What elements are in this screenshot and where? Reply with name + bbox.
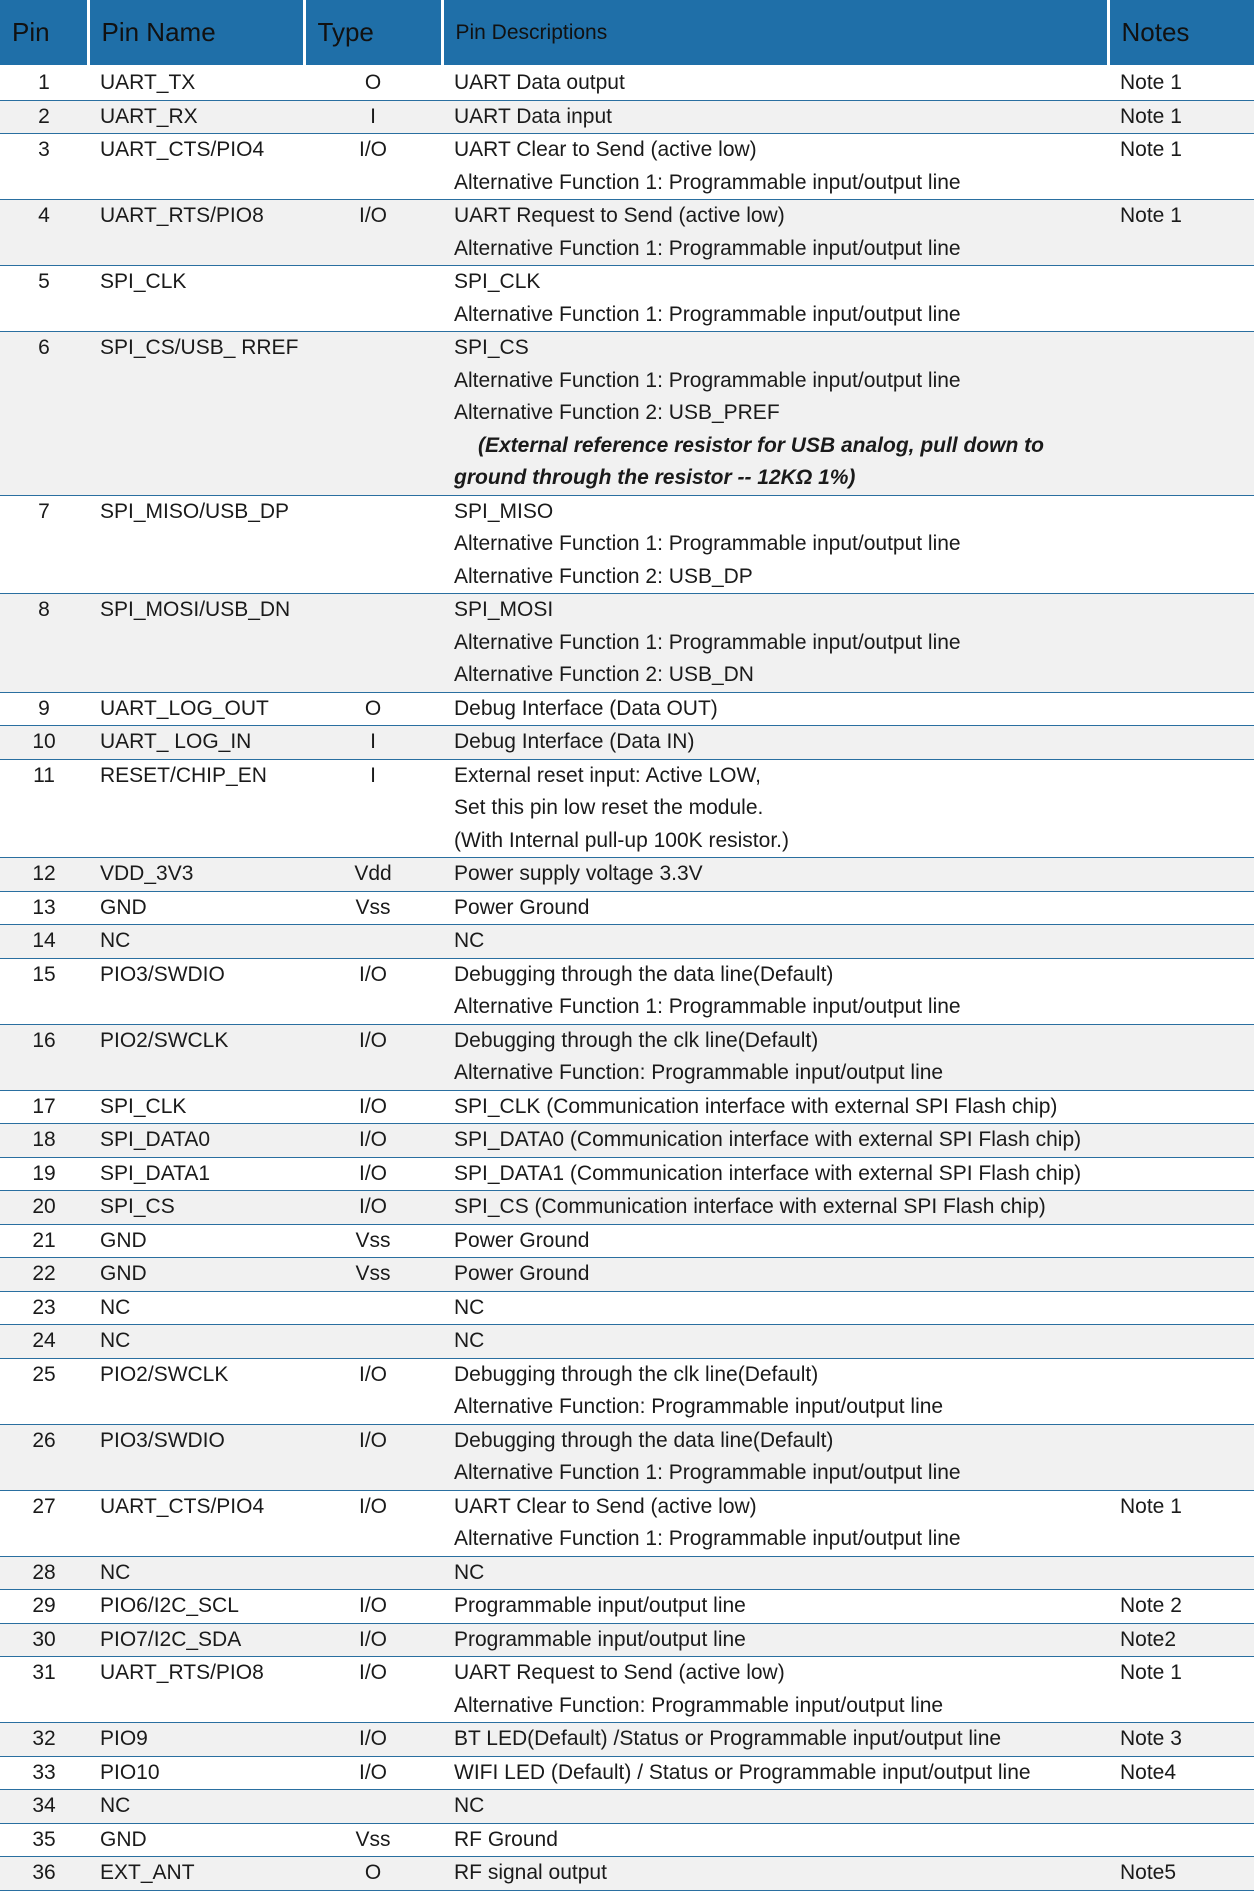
description-line: NC: [454, 1794, 485, 1817]
pin-description-cell: [442, 1224, 1108, 1258]
description-line: External reset input: Active LOW,: [454, 763, 761, 787]
pin-number-cell: 28: [0, 1556, 88, 1590]
pin-name-cell: SPI_CLK: [88, 1090, 304, 1124]
pin-type-cell: I: [304, 726, 442, 760]
header-pin: Pin: [0, 0, 88, 66]
pin-note-cell: [1108, 1424, 1254, 1490]
pin-number-cell: 19: [0, 1157, 88, 1191]
pin-name-cell: UART_CTS/PIO4: [88, 1490, 304, 1556]
pin-name-cell: SPI_DATA1: [88, 1157, 304, 1191]
pin-number-cell: 1: [0, 66, 88, 100]
description-line: Power Ground: [454, 1228, 590, 1252]
pin-number-cell: 24: [0, 1325, 88, 1359]
pin-note-cell: [1108, 1823, 1254, 1857]
pin-note-cell: [1108, 1124, 1254, 1158]
pin-description-cell: [442, 66, 1108, 100]
pin-description-cell: [442, 1823, 1108, 1857]
pin-type-cell: I/O: [304, 1756, 442, 1790]
description-line: Debugging through the clk line(Default): [454, 1362, 819, 1386]
pin-note-cell: [1108, 1224, 1254, 1258]
description-line: Debug Interface (Data IN): [454, 730, 695, 753]
pin-note-cell: [1108, 594, 1254, 693]
pin-note-cell: [1108, 1325, 1254, 1359]
pin-note-cell: [1108, 1024, 1254, 1090]
table-row: [0, 1490, 1254, 1556]
pin-name-cell: RESET/CHIP_EN: [88, 759, 304, 858]
table-row: [0, 1258, 1254, 1292]
table-row: [0, 1556, 1254, 1590]
pin-description-cell: [442, 495, 1108, 594]
pin-note-cell: Note 1: [1108, 100, 1254, 134]
pin-name-cell: PIO7/I2C_SDA: [88, 1623, 304, 1657]
pin-note-cell: [1108, 958, 1254, 1024]
header-notes: Notes: [1108, 0, 1254, 66]
pin-note-cell: Note4: [1108, 1756, 1254, 1790]
pin-description-cell: [442, 1490, 1108, 1556]
description-line: RF Ground: [454, 1827, 558, 1851]
pin-note-cell: Note 1: [1108, 1657, 1254, 1723]
pin-type-cell: O: [304, 1857, 442, 1891]
pin-type-cell: I/O: [304, 1590, 442, 1624]
pin-note-cell: [1108, 495, 1254, 594]
pin-type-cell: I/O: [304, 1157, 442, 1191]
description-line: NC: [454, 1329, 485, 1352]
pin-type-cell: I/O: [304, 1623, 442, 1657]
description-line: UART Request to Send (active low): [454, 1661, 785, 1684]
pin-type-cell: Vss: [304, 1258, 442, 1292]
pin-note-cell: [1108, 266, 1254, 332]
pin-number-cell: 22: [0, 1258, 88, 1292]
pin-description-cell: [442, 1291, 1108, 1325]
description-line: NC: [454, 1295, 485, 1319]
description-line: Alternative Function: Programmable input/output line: [454, 1061, 944, 1084]
table-row: [0, 726, 1254, 760]
pin-name-cell: PIO3/SWDIO: [88, 958, 304, 1024]
pin-number-cell: 21: [0, 1224, 88, 1258]
pin-type-cell: I/O: [304, 1024, 442, 1090]
description-line: Alternative Function 1: Programmable input/output line: [454, 170, 961, 194]
pin-type-cell: [304, 594, 442, 693]
table-row: [0, 1590, 1254, 1624]
description-line: SPI_MOSI: [454, 598, 554, 621]
pin-name-cell: SPI_MOSI/USB_DN: [88, 594, 304, 693]
pin-number-cell: 26: [0, 1424, 88, 1490]
pin-note-cell: [1108, 1556, 1254, 1590]
table-row: [0, 100, 1254, 134]
description-line: Power Ground: [454, 895, 590, 919]
pin-type-cell: I/O: [304, 200, 442, 266]
header-type: Type: [304, 0, 442, 66]
description-line: SPI_CS (Communication interface with external SPI Flash chip): [454, 1195, 1046, 1218]
pin-name-cell: SPI_MISO/USB_DP: [88, 495, 304, 594]
pin-type-cell: O: [304, 692, 442, 726]
pin-description-cell: [442, 1556, 1108, 1590]
table-row: [0, 1090, 1254, 1124]
pin-note-cell: [1108, 891, 1254, 925]
table-row: [0, 1424, 1254, 1490]
table-row: [0, 1157, 1254, 1191]
pin-name-cell: NC: [88, 1790, 304, 1824]
pin-description-cell: [442, 1723, 1108, 1757]
description-line: UART Request to Send (active low): [454, 204, 785, 227]
header-pin-descriptions: Pin Descriptions: [442, 0, 1108, 66]
pin-note-cell: [1108, 1358, 1254, 1424]
pin-note-cell: Note 3: [1108, 1723, 1254, 1757]
pin-note-cell: [1108, 1258, 1254, 1292]
description-line: Alternative Function 2: USB_DN: [454, 663, 754, 686]
pin-description-cell: [442, 1157, 1108, 1191]
pin-number-cell: 31: [0, 1657, 88, 1723]
pin-name-cell: NC: [88, 1291, 304, 1325]
table-row: [0, 1790, 1254, 1824]
pin-name-cell: PIO2/SWCLK: [88, 1024, 304, 1090]
pin-number-cell: 6: [0, 332, 88, 496]
description-line: SPI_DATA1 (Communication interface with external SPI Flash chip): [454, 1161, 1082, 1185]
pin-name-cell: PIO10: [88, 1756, 304, 1790]
pin-type-cell: [304, 266, 442, 332]
table-header: [0, 0, 1254, 66]
pin-name-cell: NC: [88, 1325, 304, 1359]
description-line: Alternative Function 1: Programmable input/output line: [454, 302, 961, 326]
pin-type-cell: I/O: [304, 134, 442, 200]
pin-type-cell: I: [304, 759, 442, 858]
pin-description-cell: [442, 1191, 1108, 1225]
description-line: SPI_MISO: [454, 499, 554, 523]
pin-type-cell: Vdd: [304, 858, 442, 892]
pin-description-cell: [442, 1424, 1108, 1490]
table-row: [0, 1325, 1254, 1359]
pin-description-cell: [442, 692, 1108, 726]
pin-number-cell: 12: [0, 858, 88, 892]
header-pin-name: Pin Name: [88, 0, 304, 66]
pin-note-cell: Note 1: [1108, 1490, 1254, 1556]
pin-note-cell: [1108, 1790, 1254, 1824]
pin-description-cell: [442, 1756, 1108, 1790]
pin-type-cell: Vss: [304, 1823, 442, 1857]
pin-description-cell: [442, 1623, 1108, 1657]
pin-type-cell: [304, 495, 442, 594]
description-line: Alternative Function: Programmable input/output line: [454, 1693, 944, 1717]
description-line: Alternative Function: Programmable input/output line: [454, 1395, 944, 1418]
pin-type-cell: Vss: [304, 891, 442, 925]
description-line: (With Internal pull-up 100K resistor.): [454, 828, 789, 852]
pin-number-cell: 27: [0, 1490, 88, 1556]
pin-note-cell: Note 1: [1108, 134, 1254, 200]
pin-description-cell: [442, 759, 1108, 858]
description-line: UART Clear to Send (active low): [454, 1494, 757, 1518]
pin-number-cell: 11: [0, 759, 88, 858]
pin-note-cell: Note 2: [1108, 1590, 1254, 1624]
pin-name-cell: NC: [88, 1556, 304, 1590]
pin-number-cell: 32: [0, 1723, 88, 1757]
pin-name-cell: PIO6/I2C_SCL: [88, 1590, 304, 1624]
pin-number-cell: 29: [0, 1590, 88, 1624]
pin-note-cell: [1108, 759, 1254, 858]
description-line: UART Data output: [454, 71, 625, 94]
pin-number-cell: 5: [0, 266, 88, 332]
pin-type-cell: [304, 1790, 442, 1824]
pin-name-cell: GND: [88, 1224, 304, 1258]
pin-number-cell: 9: [0, 692, 88, 726]
pin-note-cell: [1108, 1157, 1254, 1191]
description-line: NC: [454, 929, 485, 952]
pin-description-cell: [442, 1325, 1108, 1359]
pin-note-cell: [1108, 858, 1254, 892]
pin-description-cell: [442, 1590, 1108, 1624]
pin-type-cell: I/O: [304, 1657, 442, 1723]
pin-note-cell: [1108, 332, 1254, 496]
pin-number-cell: 16: [0, 1024, 88, 1090]
pin-name-cell: UART_LOG_OUT: [88, 692, 304, 726]
pin-description-cell: [442, 1358, 1108, 1424]
pin-note-cell: [1108, 692, 1254, 726]
pin-name-cell: UART_CTS/PIO4: [88, 134, 304, 200]
table-row: [0, 1291, 1254, 1325]
pin-name-cell: NC: [88, 925, 304, 959]
description-line: Alternative Function 1: Programmable input/output line: [454, 236, 961, 260]
table-row: [0, 332, 1254, 496]
pin-name-cell: GND: [88, 1258, 304, 1292]
description-line: Alternative Function 2: USB_DP: [454, 564, 753, 588]
pin-name-cell: PIO9: [88, 1723, 304, 1757]
table-row: [0, 891, 1254, 925]
pin-number-cell: 17: [0, 1090, 88, 1124]
table-row: [0, 759, 1254, 858]
table-row: [0, 200, 1254, 266]
pin-type-cell: I/O: [304, 1424, 442, 1490]
description-line: (External reference resistor for USB analog, pull down to: [478, 433, 1044, 457]
pin-note-cell: Note 1: [1108, 66, 1254, 100]
pin-number-cell: 34: [0, 1790, 88, 1824]
pin-note-cell: [1108, 1090, 1254, 1124]
pin-number-cell: 7: [0, 495, 88, 594]
pin-name-cell: SPI_CLK: [88, 266, 304, 332]
pin-description-cell: [442, 1090, 1108, 1124]
pin-name-cell: UART_RTS/PIO8: [88, 200, 304, 266]
table-row: [0, 958, 1254, 1024]
pin-type-cell: I/O: [304, 1723, 442, 1757]
pin-number-cell: 13: [0, 891, 88, 925]
description-line: Set this pin low reset the module.: [454, 796, 764, 819]
pin-description-cell: [442, 925, 1108, 959]
pin-note-cell: Note5: [1108, 1857, 1254, 1891]
pin-type-cell: [304, 1325, 442, 1359]
pin-number-cell: 36: [0, 1857, 88, 1891]
pin-number-cell: 3: [0, 134, 88, 200]
table-row: [0, 1823, 1254, 1857]
pin-description-cell: [442, 100, 1108, 134]
description-line: Debug Interface (Data OUT): [454, 696, 718, 720]
pin-note-cell: [1108, 1291, 1254, 1325]
description-line: SPI_DATA0 (Communication interface with external SPI Flash chip): [454, 1128, 1082, 1151]
pin-type-cell: I/O: [304, 1490, 442, 1556]
description-line: ground through the resistor -- 12KΩ 1%): [454, 466, 856, 489]
description-line: Programmable input/output line: [454, 1594, 746, 1617]
description-line: WIFI LED (Default) / Status or Programmable input/output line: [454, 1760, 1031, 1784]
pin-number-cell: 10: [0, 726, 88, 760]
table-row: [0, 1723, 1254, 1757]
pin-number-cell: 23: [0, 1291, 88, 1325]
table-body: [0, 66, 1254, 1890]
pin-number-cell: 30: [0, 1623, 88, 1657]
description-line: Debugging through the data line(Default): [454, 1428, 834, 1452]
table-row: [0, 692, 1254, 726]
pin-name-cell: SPI_CS/USB_ RREF: [88, 332, 304, 496]
pin-name-cell: VDD_3V3: [88, 858, 304, 892]
pin-type-cell: [304, 1291, 442, 1325]
pin-number-cell: 8: [0, 594, 88, 693]
description-line: UART Clear to Send (active low): [454, 138, 757, 161]
pin-number-cell: 35: [0, 1823, 88, 1857]
pin-description-cell: [442, 332, 1108, 496]
description-line: Programmable input/output line: [454, 1627, 746, 1651]
table-row: [0, 495, 1254, 594]
pin-name-cell: PIO2/SWCLK: [88, 1358, 304, 1424]
pin-number-cell: 18: [0, 1124, 88, 1158]
pin-name-cell: SPI_CS: [88, 1191, 304, 1225]
pin-type-cell: I: [304, 100, 442, 134]
description-line: Alternative Function 1: Programmable input/output line: [454, 1527, 961, 1550]
table-row: [0, 1657, 1254, 1723]
table-row: [0, 66, 1254, 100]
description-line: BT LED(Default) /Status or Programmable input/output line: [454, 1727, 1002, 1750]
pin-number-cell: 25: [0, 1358, 88, 1424]
pin-name-cell: GND: [88, 1823, 304, 1857]
description-line: Alternative Function 2: USB_PREF: [454, 401, 780, 424]
description-line: SPI_CS: [454, 336, 529, 359]
pin-type-cell: [304, 332, 442, 496]
pin-note-cell: [1108, 726, 1254, 760]
table-row: [0, 1756, 1254, 1790]
pin-description-cell: [442, 1124, 1108, 1158]
pin-description-cell: [442, 1024, 1108, 1090]
pin-note-cell: [1108, 925, 1254, 959]
pin-name-cell: UART_ LOG_IN: [88, 726, 304, 760]
description-line: Alternative Function 1: Programmable input/output line: [454, 368, 961, 392]
pin-number-cell: 33: [0, 1756, 88, 1790]
description-line: Power Ground: [454, 1262, 590, 1285]
pin-description-cell: [442, 891, 1108, 925]
pin-description-cell: [442, 266, 1108, 332]
table-row: [0, 1191, 1254, 1225]
table-row: [0, 858, 1254, 892]
description-line: Debugging through the clk line(Default): [454, 1028, 819, 1052]
pin-type-cell: O: [304, 66, 442, 100]
pin-name-cell: UART_RX: [88, 100, 304, 134]
table-row: [0, 1024, 1254, 1090]
pin-description-cell: [442, 200, 1108, 266]
description-line: RF signal output: [454, 1861, 607, 1884]
table-row: [0, 1857, 1254, 1891]
pin-type-cell: [304, 1556, 442, 1590]
pin-description-cell: [442, 858, 1108, 892]
pin-type-cell: I/O: [304, 1124, 442, 1158]
table-row: [0, 594, 1254, 693]
pin-description-cell: [442, 134, 1108, 200]
pin-note-cell: Note2: [1108, 1623, 1254, 1657]
pin-description-cell: [442, 1657, 1108, 1723]
pin-name-cell: SPI_DATA0: [88, 1124, 304, 1158]
table-row: [0, 925, 1254, 959]
pin-number-cell: 4: [0, 200, 88, 266]
description-line: Debugging through the data line(Default): [454, 962, 834, 986]
header-row: [0, 0, 1254, 66]
table-row: [0, 1224, 1254, 1258]
pin-type-cell: I/O: [304, 958, 442, 1024]
pin-number-cell: 20: [0, 1191, 88, 1225]
pin-name-cell: PIO3/SWDIO: [88, 1424, 304, 1490]
table-row: [0, 1124, 1254, 1158]
pin-type-cell: I/O: [304, 1090, 442, 1124]
description-line: Alternative Function 1: Programmable input/output line: [454, 630, 961, 654]
pin-type-cell: [304, 925, 442, 959]
description-line: SPI_CLK (Communication interface with external SPI Flash chip): [454, 1094, 1058, 1118]
description-line: Alternative Function 1: Programmable input/output line: [454, 532, 961, 555]
description-line: Alternative Function 1: Programmable input/output line: [454, 995, 961, 1018]
pin-number-cell: 14: [0, 925, 88, 959]
pin-type-cell: I/O: [304, 1191, 442, 1225]
pin-number-cell: 15: [0, 958, 88, 1024]
table-row: [0, 266, 1254, 332]
pin-type-cell: I/O: [304, 1358, 442, 1424]
description-line: NC: [454, 1560, 485, 1584]
pin-number-cell: 2: [0, 100, 88, 134]
pin-name-cell: UART_RTS/PIO8: [88, 1657, 304, 1723]
pin-name-cell: EXT_ANT: [88, 1857, 304, 1891]
pin-description-cell: [442, 594, 1108, 693]
pin-type-cell: Vss: [304, 1224, 442, 1258]
description-line: UART Data input: [454, 104, 612, 128]
description-line: Power supply voltage 3.3V: [454, 862, 703, 885]
pin-name-cell: UART_TX: [88, 66, 304, 100]
pin-name-cell: GND: [88, 891, 304, 925]
table-row: [0, 1358, 1254, 1424]
pin-note-cell: Note 1: [1108, 200, 1254, 266]
description-line: Alternative Function 1: Programmable input/output line: [454, 1461, 961, 1484]
table-row: [0, 1623, 1254, 1657]
pin-note-cell: [1108, 1191, 1254, 1225]
pin-description-cell: [442, 1857, 1108, 1891]
table-row: [0, 134, 1254, 200]
description-line: SPI_CLK: [454, 270, 541, 293]
pin-description-cell: [442, 1258, 1108, 1292]
pin-description-cell: [442, 726, 1108, 760]
pin-description-cell: [442, 1790, 1108, 1824]
pin-description-cell: [442, 958, 1108, 1024]
